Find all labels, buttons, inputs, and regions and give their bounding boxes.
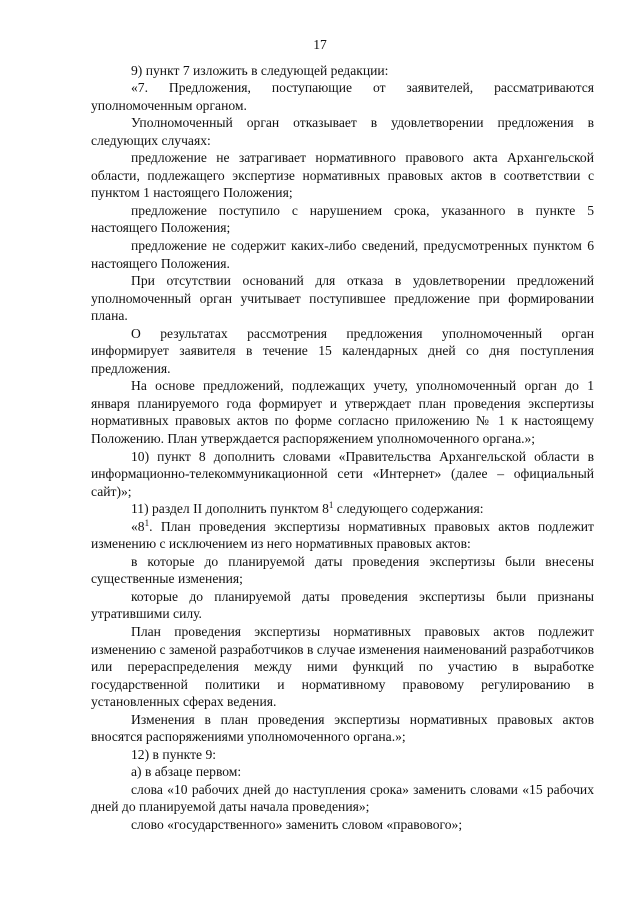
paragraph-10: 10) пункт 8 дополнить словами «Правительства Архангельской области в информационно-телекоммуникационной сети «Интернет» (далее – официальный сайт)»; [91, 448, 594, 499]
paragraph-16: Изменения в план проведения экспертизы нормативных правовых актов вносятся распоряжениями уполномоченного органа.»; [91, 711, 594, 745]
paragraph-11 [91, 500, 594, 518]
paragraph-7: При отсутствии оснований для отказа в удовлетворении предложений уполномоченный орган учитывает поступившее предложение при формировании плана. [91, 273, 594, 324]
paragraph-13: в которые до планируемой даты проведения экспертизы были внесены существенные изменения; [91, 553, 594, 587]
superscript-index: 1 [328, 500, 334, 511]
paragraph-2: «7. Предложения, поступающие от заявителей, рассматриваются уполномоченным органом. [91, 80, 594, 113]
paragraph-12-text-end: . План проведения экспертизы нормативных правовых актов подлежит изменению с исключением из него нормативных правовых актов: [91, 518, 594, 552]
paragraph-8: О результатах рассмотрения предложения уполномоченный орган информирует заявителя в течение 15 календарных дней со дня поступления предложения. [91, 325, 594, 376]
paragraph-1: 9) пункт 7 изложить в следующей редакции: [131, 62, 389, 78]
paragraph-4: предложение не затрагивает нормативного правового акта Архангельской области, подлежащего экспертизе нормативных правовых актов в соответствии с пунктом 1 настоящего Положения; [91, 150, 594, 201]
page-number: 17 [313, 37, 327, 52]
paragraph-5: предложение поступило с нарушением срока, указанного в пункте 5 настоящего Положения; [91, 202, 594, 236]
paragraph-18: а) в абзаце первом: [131, 764, 242, 780]
paragraph-11-text: 11) раздел II дополнить пунктом 8 [131, 501, 329, 517]
paragraph-3: Уполномоченный орган отказывает в удовлетворении предложения в следующих случаях: [91, 115, 594, 148]
paragraph-19: слова «10 рабочих дней до наступления срока» заменить словами «15 рабочих дней до планируемой даты начала проведения»; [91, 781, 594, 815]
paragraph-11-text-end: следующего содержания: [333, 501, 484, 517]
paragraph-9: На основе предложений, подлежащих учету, уполномоченный орган до 1 января планируемого года формирует и утверждает план проведения экспертизы нормативных правовых актов по форме согласно приложению № 1 к настоящему Положению. План утверждается распоряжением уполномоченного органа.»; [91, 378, 594, 446]
paragraph-17: 12) в пункте 9: [131, 746, 217, 762]
paragraph-12-text: «8 [131, 518, 145, 534]
paragraph-14: которые до планируемой даты проведения экспертизы были признаны утратившими силу. [91, 588, 594, 622]
paragraph-15: План проведения экспертизы нормативных правовых актов подлежит изменению с заменой разработчиков в случае изменения наименований разработчиков или перераспределения между ними функций по участию в выработке государственной политики и нормативному правовому регулированию в установленных сферах ведения. [91, 624, 594, 710]
superscript-index: 1 [144, 517, 150, 528]
paragraph-6: предложение не содержит каких-либо сведений, предусмотренных пунктом 6 настоящего Положения. [91, 237, 594, 271]
paragraph-12 [91, 518, 594, 553]
document-body [91, 62, 594, 834]
paragraph-20: слово «государственного» заменить словом «правового»; [131, 817, 463, 833]
